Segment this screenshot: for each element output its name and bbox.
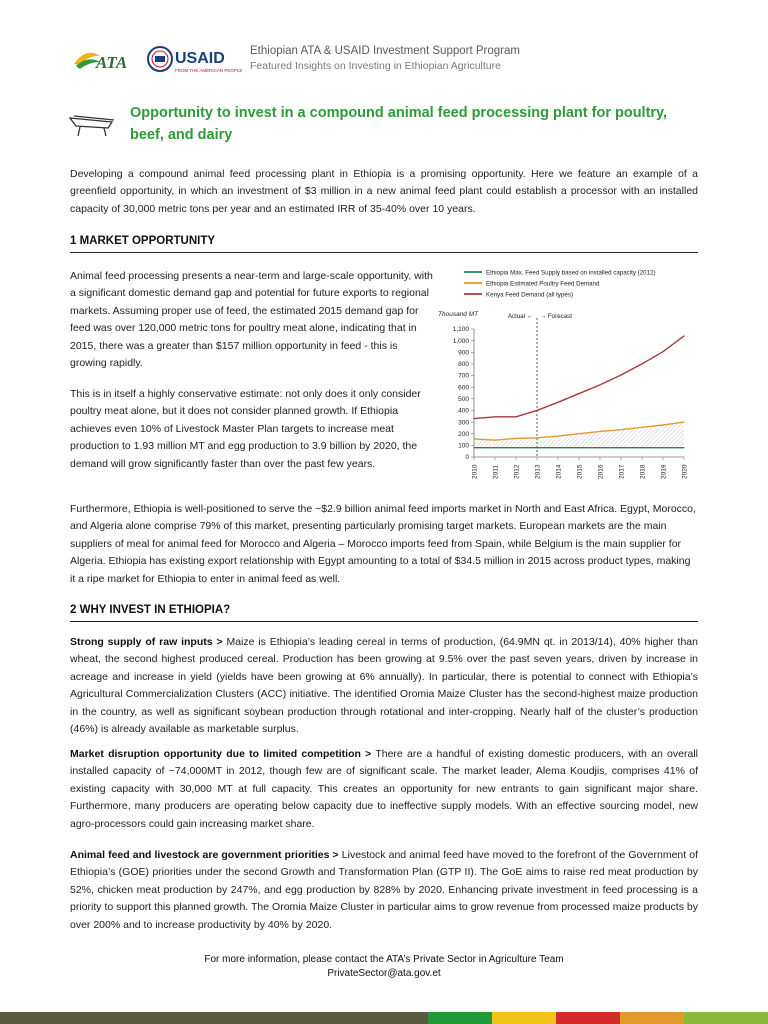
color-bar-segment <box>684 1012 768 1024</box>
data-point <box>662 351 663 352</box>
y-axis-label: Thousand MT <box>438 311 479 318</box>
data-point <box>536 410 537 411</box>
market-paragraph-1: Animal feed processing presents a near-term and large-scale opportunity, with a significant domestic demand gap and potential for future exports to regional markets. Assuming proper use of feed, the estimated 2015 demand gap for feed was over 120,000 metric tons for poultry meat alone, indicating that in 2015, there was a greater than $157 million opportunity in feed - this is growing rapidly. <box>70 270 433 370</box>
y-tick-label: 0 <box>465 454 469 462</box>
reason-competition-text: There are a handful of existing domestic producers, with an overall installed capacity of ~74,000MT in 2012, though few are of significant scale. The market leader, Alema Koudjis, comprises 41% of existing capacity with 30,000 MT at full capacity. This creates an opportunity for new entrants to gain significant major share. Furthermore, many producers are operating below capacity due to ineffective supply models. With an effective sourcing model, new agro-processors could gain increasing market share. <box>70 748 698 830</box>
reason-government <box>70 847 698 934</box>
legend-label: Ethiopia Max. Feed Supply based on installed capacity (2012) <box>486 269 656 277</box>
color-bar-segment <box>214 1012 428 1024</box>
market-paragraph-2: This is in itself a highly conservative estimate: not only does it only consider poultry meat alone, but it does not consider planned growth. If Ethiopia achieves even 10% of Livestock Master Plan targets to increase meat production to 1.93 million MT and egg production to 3.9 billion by 2020, the demand will grow significantly faster than over the past few years. <box>70 388 421 470</box>
data-point <box>494 440 495 441</box>
data-point <box>473 438 474 439</box>
ata-logo-text: ATA <box>96 53 128 72</box>
usaid-logo-text: USAID <box>175 50 225 67</box>
data-point <box>599 447 600 448</box>
feed-trough-icon <box>68 112 116 138</box>
y-tick-label: 1,000 <box>452 337 469 345</box>
data-point <box>662 424 663 425</box>
data-point <box>683 421 684 422</box>
y-tick-label: 600 <box>458 384 469 392</box>
usaid-logo <box>146 42 242 78</box>
section1-heading: 1 MARKET OPPORTUNITY <box>70 235 216 247</box>
forecast-label: → Forecast <box>540 313 572 320</box>
data-point <box>620 374 621 375</box>
data-point <box>536 447 537 448</box>
x-tick-label: 2013 <box>534 464 542 479</box>
color-bar-segment <box>620 1012 684 1024</box>
data-point <box>473 418 474 419</box>
footer-email[interactable]: PrivateSector@ata.gov.et <box>327 968 441 979</box>
data-point <box>578 433 579 434</box>
data-point <box>515 416 516 417</box>
legend-label: Kenya Feed Demand (all types) <box>486 291 574 299</box>
page-footer <box>0 953 768 981</box>
footer-color-bar <box>0 1012 768 1024</box>
data-point <box>599 384 600 385</box>
x-tick-label: 2012 <box>513 464 521 479</box>
program-subtitle: Featured Insights on Investing in Ethiopian Agriculture <box>250 60 501 72</box>
data-point <box>557 402 558 403</box>
reason-competition-lead: Market disruption opportunity due to limited competition > <box>70 748 372 760</box>
color-bar-segment <box>428 1012 492 1024</box>
data-point <box>557 435 558 436</box>
data-point <box>515 447 516 448</box>
x-tick-label: 2015 <box>576 464 584 479</box>
footer-contact-line: For more information, please contact the ATA’s Private Sector in Agriculture Team <box>204 954 564 965</box>
x-tick-label: 2019 <box>660 464 668 479</box>
y-tick-label: 200 <box>458 430 469 438</box>
y-tick-label: 300 <box>458 419 469 427</box>
y-tick-label: 100 <box>458 442 469 450</box>
chart-svg <box>438 264 700 496</box>
x-tick-label: 2011 <box>492 465 500 479</box>
data-point <box>641 427 642 428</box>
y-tick-label: 400 <box>458 407 469 415</box>
data-point <box>683 447 684 448</box>
section1-divider <box>70 252 698 253</box>
feed-demand-chart <box>438 264 700 496</box>
ata-logo-graphic <box>72 46 142 74</box>
data-point <box>494 416 495 417</box>
data-point <box>578 447 579 448</box>
page-title: Opportunity to invest in a compound animal feed processing plant for poultry, beef, and dairy <box>130 105 668 143</box>
data-point <box>578 393 579 394</box>
program-title: Ethiopian ATA & USAID Investment Support Program <box>250 45 520 57</box>
color-bar-segment <box>0 1012 214 1024</box>
color-bar-segment <box>492 1012 556 1024</box>
section2-divider <box>70 621 698 622</box>
data-point <box>620 447 621 448</box>
reason-raw-inputs <box>70 634 698 738</box>
data-point <box>473 447 474 448</box>
x-tick-label: 2017 <box>618 464 626 479</box>
data-point <box>557 447 558 448</box>
legend-label: Ethiopia Estimated Poultry Feed Demand <box>486 280 600 288</box>
x-tick-label: 2014 <box>555 464 563 479</box>
y-tick-label: 700 <box>458 372 469 380</box>
color-bar-segment <box>556 1012 620 1024</box>
data-point <box>515 438 516 439</box>
usaid-tagline: FROM THE AMERICAN PEOPLE <box>175 68 242 73</box>
y-tick-label: 800 <box>458 361 469 369</box>
y-tick-label: 1,100 <box>452 326 469 334</box>
actual-label: Actual ← <box>507 313 533 320</box>
intro-paragraph: Developing a compound animal feed processing plant in Ethiopia is a promising opportunity. Here we feature an example of a greenfield opportunity, in which an investment of $3 million in a new animal feed plant could establish a processor with an installed capacity of 30,000 metric tons per year and an estimated IRR of 35-40% over 10 years. <box>70 168 698 215</box>
page-header <box>70 40 710 80</box>
series-line-2 <box>474 336 684 419</box>
usaid-logo-graphic <box>146 42 242 78</box>
x-tick-label: 2020 <box>681 464 689 479</box>
data-point <box>683 335 684 336</box>
reason-raw-inputs-text: Maize is Ethiopia’s leading cereal in terms of production, (64.9MN qt. in 2013/14), 40% higher than wheat, the second highest produced cereal. Production has been growing at 9.5% over the past seven years, driven by increase in acreage and increase in yield (yields have been growing at 6% annually). In particular, there is potential to connect with Ethiopia’s Agricultural Commercialization Clusters (ACC) initiative. The identified Oromia Maize Cluster has the second-highest maize production in the country, as well as significant soybean production through rotational and inter-cropping. Nearly half of the cluster’s production (46%) is already available as marketable surplus. <box>70 636 698 736</box>
data-point <box>641 363 642 364</box>
data-point <box>536 437 537 438</box>
reason-raw-inputs-lead: Strong supply of raw inputs > <box>70 636 223 648</box>
x-tick-label: 2018 <box>639 464 647 479</box>
y-tick-label: 900 <box>458 349 469 357</box>
data-point <box>641 447 642 448</box>
x-tick-label: 2010 <box>471 464 479 479</box>
market-paragraph-3: Furthermore, Ethiopia is well-positioned to serve the ~$2.9 billion animal feed imports market in North and East Africa. Egypt, Morocco, and Algeria alone comprise 79% of this market, presenting particularly promising target markets. European markets are the main suppliers of meal for animal feed for Morocco and Algeria – Morocco imports feed from Spain, while Belgium is the main supplier for Algeria. Ethiopia has existing export relationship with Egypt amounting to a total of $34.5 million in 2015 across product types, making it a ripe market for Ethiopia to enter in animal feed as well. <box>70 503 696 585</box>
reason-competition <box>70 746 698 833</box>
data-point <box>599 431 600 432</box>
reason-government-text: Livestock and animal feed have moved to the forefront of the Government of Ethiopia’s (GOE) priorities under the second Growth and Transformation Plan (GTP II). The GoE aims to raise red meat production by 52%, chicken meat production by 247%, and egg production by 828% by 2020. Enhancing private investment in feed processing is a priority to support this planned growth. The Oromia Maize Cluster in particular aims to grow revenue from processed maize products by over 200% and to increase productivity by 40% by 2020. <box>70 849 698 931</box>
data-point <box>494 447 495 448</box>
x-tick-label: 2016 <box>597 464 605 479</box>
y-tick-label: 500 <box>458 396 469 404</box>
data-point <box>662 447 663 448</box>
section2-heading: 2 WHY INVEST IN ETHIOPIA? <box>70 604 231 616</box>
ata-logo <box>72 46 142 74</box>
reason-government-lead: Animal feed and livestock are government priorities > <box>70 849 339 861</box>
data-point <box>620 429 621 430</box>
